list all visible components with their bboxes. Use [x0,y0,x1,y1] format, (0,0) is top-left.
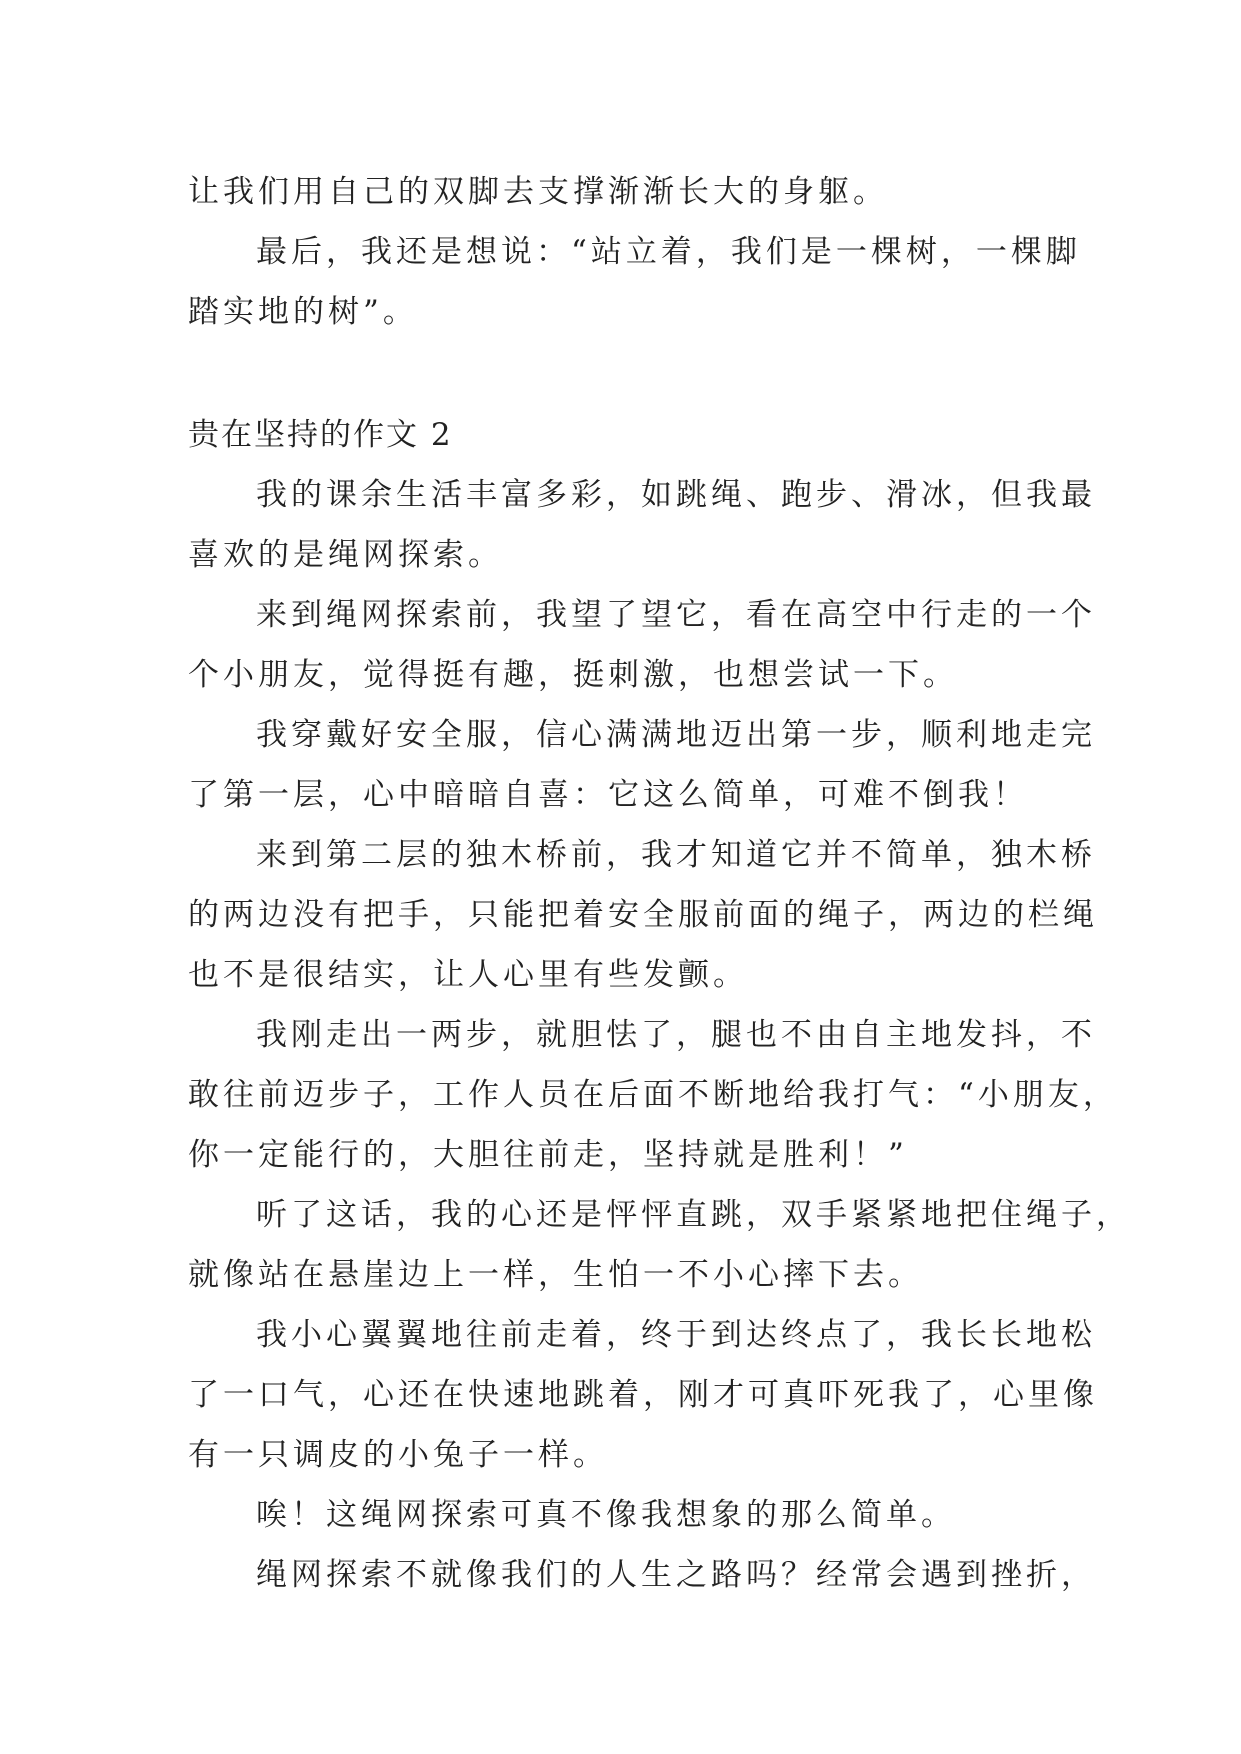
section-spacer [188,342,1056,405]
paragraph-start: 绳网探索不就像我们的人生之路吗？经常会遇到挫折， [256,1557,1096,1593]
paragraph-start: 我穿戴好安全服，信心满满地迈出第一步，顺利地走完 [256,717,1096,753]
paragraph-start: 我小心翼翼地往前走着，终于到达终点了，我长长地松 [256,1317,1096,1353]
text-line: 让我们用自己的双脚去支撑渐渐长大的身躯。 [188,174,888,210]
paragraph-start: 来到第二层的独木桥前，我才知道它并不简单，独木桥 [256,837,1096,873]
text-line: 也不是很结实，让人心里有些发颤。 [188,957,748,993]
paragraph-start: 听了这话，我的心还是怦怦直跳，双手紧紧地把住绳子， [256,1197,1131,1233]
paragraph-start: 唉！这绳网探索可真不像我想象的那么简单。 [256,1497,956,1533]
text-line: 喜欢的是绳网探索。 [188,537,503,573]
text-line: 踏实地的树”。 [188,294,418,330]
text-line: 的两边没有把手，只能把着安全服前面的绳子，两边的栏绳 [188,897,1098,933]
paragraph-start: 我刚走出一两步，就胆怯了，腿也不由自主地发抖，不 [256,1017,1096,1053]
text-line: 了第一层，心中暗暗自喜：它这么简单，可难不倒我！ [188,777,1028,813]
document-body [188,162,1131,1605]
paragraph-start: 来到绳网探索前，我望了望它，看在高空中行走的一个 [256,597,1096,633]
text-line: 就像站在悬崖边上一样，生怕一不小心摔下去。 [188,1257,923,1293]
text-line: 敢往前迈步子，工作人员在后面不断地给我打气：“小朋友， [188,1077,1118,1113]
paragraph-start: 我的课余生活丰富多彩，如跳绳、跑步、滑冰，但我最 [256,477,1096,513]
paragraph-start: 最后，我还是想说：“站立着，我们是一棵树，一棵脚 [256,234,1081,270]
text-line: 了一口气，心还在快速地跳着，刚才可真吓死我了，心里像 [188,1377,1098,1413]
section-title: 贵在坚持的作文 2 [188,417,453,453]
text-line: 你一定能行的，大胆往前走，坚持就是胜利！” [188,1137,908,1173]
text-line: 个小朋友，觉得挺有趣，挺刺激，也想尝试一下。 [188,657,958,693]
text-line: 有一只调皮的小兔子一样。 [188,1437,608,1473]
